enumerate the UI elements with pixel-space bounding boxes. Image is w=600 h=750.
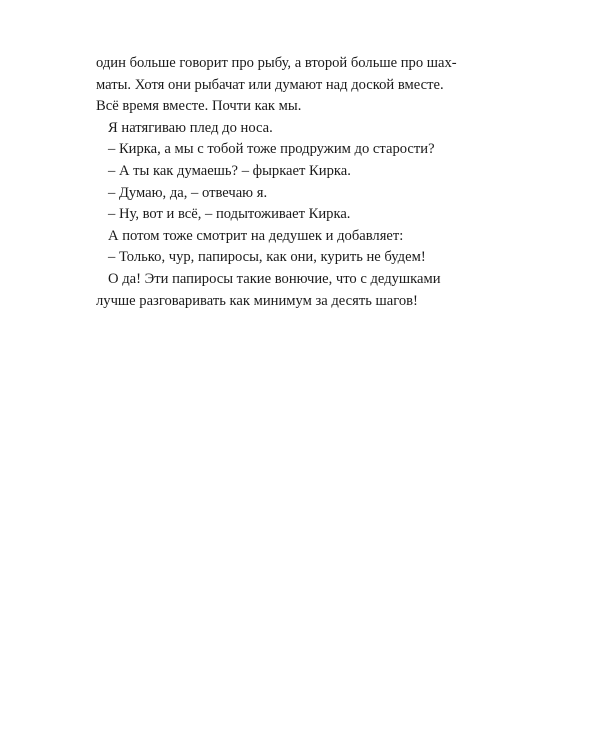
- dialogue-line: – Думаю, да, – отвечаю я.: [108, 184, 268, 201]
- text-line: один больше говорит про рыбу, а второй больше про шах-: [96, 55, 457, 71]
- text-line: Всё время вместе. Почти как мы.: [96, 98, 302, 115]
- text-line: маты. Хотя они рыбачат или думают над доской вместе.: [96, 76, 444, 93]
- text-line: лучше разговаривать как минимум за десять шагов!: [96, 292, 418, 309]
- dialogue-line: – Ну, вот и всё, – подытоживает Кирка.: [108, 206, 351, 223]
- text-line: А потом тоже смотрит на дедушек и добавляет:: [108, 227, 404, 244]
- dialogue-line: – Кирка, а мы с тобой тоже продружим до старости?: [108, 141, 435, 158]
- dialogue-line: – Только, чур, папиросы, как они, курить не будем!: [108, 249, 426, 266]
- dialogue-line: – А ты как думаешь? – фыркает Кирка.: [108, 162, 351, 179]
- text-line: О да! Эти папиросы такие вонючие, что с дедушками: [108, 270, 441, 287]
- body-text: [96, 53, 516, 312]
- text-line: Я натягиваю плед до носа.: [108, 119, 273, 136]
